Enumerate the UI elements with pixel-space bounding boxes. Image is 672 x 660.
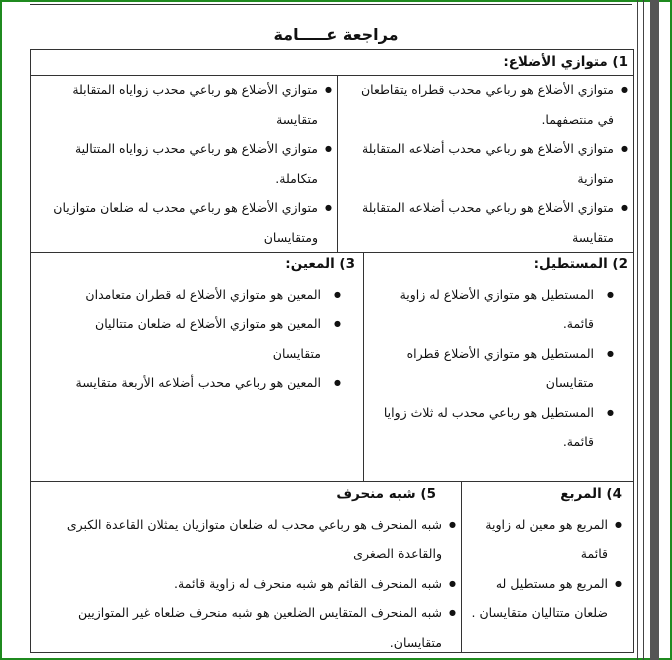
section-2-heading: 2) المستطيل: — [533, 256, 628, 272]
scroll-edge — [650, 0, 659, 660]
section-5-heading: 5) شبه منحرف — [336, 486, 436, 502]
margin-rule — [643, 0, 644, 660]
section-3-heading: 3) المعين: — [285, 256, 355, 272]
column-divider — [461, 481, 462, 653]
section-4-heading: 4) المربع — [560, 486, 622, 502]
list-item: ● متوازي الأضلاع هو رباعي محدب أضلاعه المتقابلة متوازية — [342, 134, 628, 193]
list-item: ● متوازي الأضلاع هو رباعي محدب أضلاعه المتقابلة متقايسة — [342, 193, 628, 252]
list-item: ● المستطيل هو رباعي محدب له ثلاث زوايا قائمة. — [370, 398, 628, 457]
list-item: ● المستطيل هو متوازي الأضلاع قطراه متقايسان — [370, 339, 628, 398]
list-item: ● شبه المنحرف هو رباعي محدب له ضلعان متوازيان يمثلان القاعدة الكبرى والقاعدة الصغرى — [40, 510, 456, 569]
list-item: ● متوازي الأضلاع هو رباعي محدب له ضلعان متوازيان ومتقايسان — [35, 193, 332, 252]
list-item: ● متوازي الأضلاع هو رباعي محدب زواياه المتتالية متكاملة. — [35, 134, 332, 193]
column-divider — [337, 75, 338, 253]
top-rule — [30, 4, 632, 5]
section-1-right-list — [342, 75, 628, 252]
margin-rule — [637, 0, 638, 660]
section-3 — [50, 250, 355, 398]
list-item: ● المعين هو متوازي الأضلاع له ضلعان متتاليان متقايسان — [50, 309, 355, 368]
page-title: مراجعة عـــــامة — [273, 25, 399, 44]
column-divider — [363, 252, 364, 482]
section-1-heading: 1) متوازي الأضلاع: — [503, 54, 628, 70]
section-4 — [470, 480, 622, 628]
list-item: ● المربع هو مستطيل له ضلعان متتاليان متقايسان . — [470, 569, 622, 628]
list-item: ● المستطيل هو متوازي الأضلاع له زاوية قائمة. — [370, 280, 628, 339]
section-5 — [40, 480, 456, 657]
section-1-left-list — [35, 75, 332, 252]
list-item: ● شبه المنحرف المتقايس الضلعين هو شبه منحرف ضلعاه غير المتوازيين متقايسان. — [40, 598, 456, 657]
list-item: ● شبه المنحرف القائم هو شبه منحرف له زاوية قائمة. — [40, 569, 456, 599]
list-item: ● متوازي الأضلاع هو رباعي محدب زواياه المتقابلة متقايسة — [35, 75, 332, 134]
list-item: ● المعين هو رباعي محدب أضلاعه الأربعة متقايسة — [50, 368, 355, 398]
list-item: ● المعين هو متوازي الأضلاع له قطران متعامدان — [50, 280, 355, 310]
list-item: ● المربع هو معين له زاوية قائمة — [470, 510, 622, 569]
list-item: ● متوازي الأضلاع هو رباعي محدب قطراه يتقاطعان في منتصفهما. — [342, 75, 628, 134]
section-2 — [370, 250, 628, 457]
